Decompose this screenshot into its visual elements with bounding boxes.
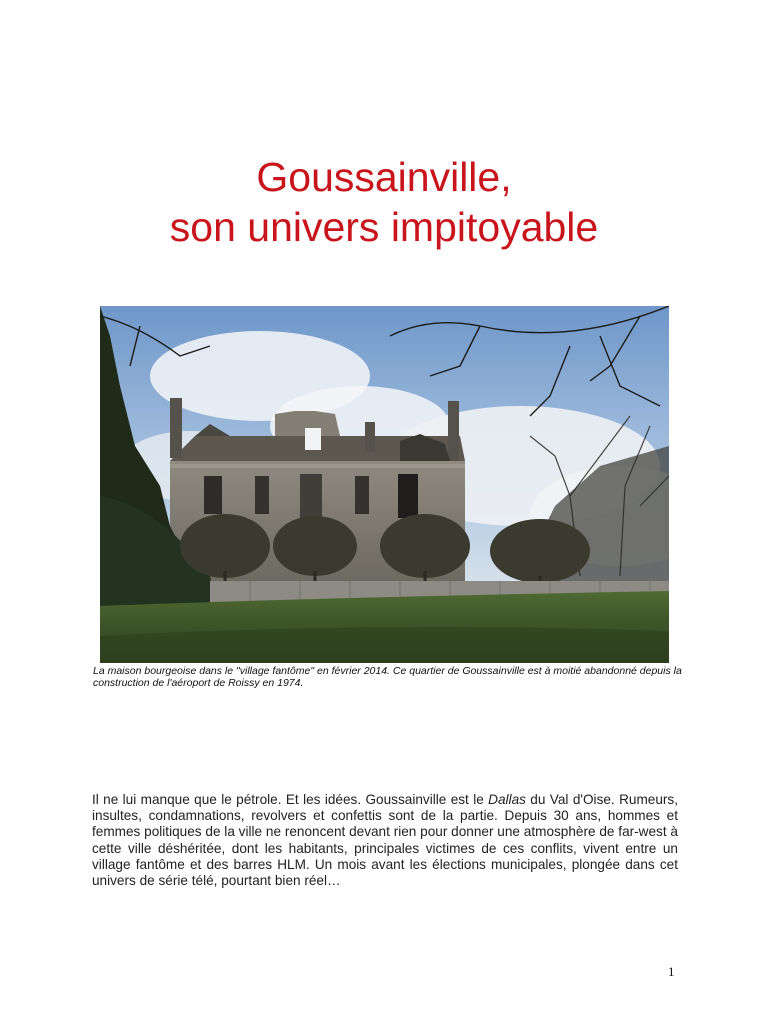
body-paragraph bbox=[92, 792, 678, 889]
title-line-1: Goussainville, bbox=[256, 154, 512, 200]
photo-caption: La maison bourgeoise dans le "village fantôme" en février 2014. Ce quartier de Goussainville est à moitié abandonné depuis la construction de l'aéroport de Roissy en 1974. bbox=[93, 665, 682, 689]
photo-abandoned-house bbox=[100, 306, 669, 663]
body-text-part-1: Il ne lui manque que le pétrole. Et les idées. Goussainville est le bbox=[92, 792, 489, 807]
page-number: 1 bbox=[668, 964, 675, 979]
body-text-emphasis: Dallas bbox=[488, 792, 526, 807]
page-title bbox=[0, 152, 768, 252]
title-line-2: son univers impitoyable bbox=[169, 204, 599, 250]
body-text-part-2: du Val d'Oise. Rumeurs, insultes, condamnations, revolvers et confettis sont de la partie. Depuis 30 ans, hommes et femmes politiques de la ville ne renoncent devant rien pour donner une atmosphère de far-west à cette ville déshéritée, dont les habitants, principales victimes de ces conflits, vivent entre un village fantôme et des barres HLM. Un mois avant les élections municipales, plongée dans cet univers de série télé, pourtant bien réel… bbox=[92, 792, 678, 889]
